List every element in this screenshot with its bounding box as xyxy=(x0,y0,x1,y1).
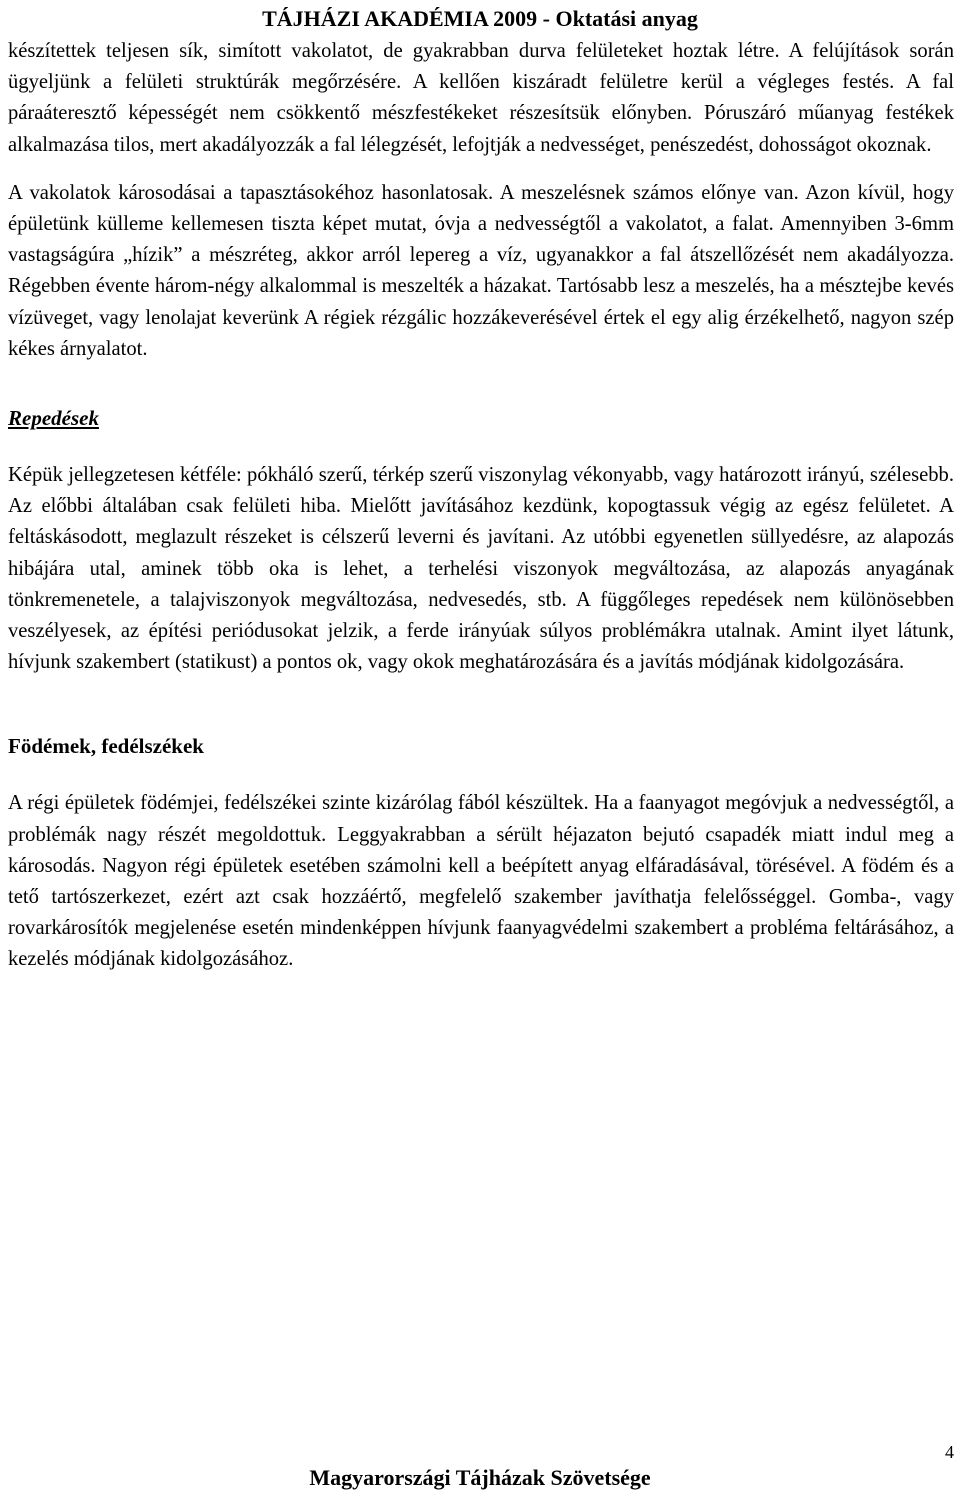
heading-floors-roof-frames: Födémek, fedélszékek xyxy=(8,734,204,759)
page-number: 4 xyxy=(945,1442,954,1462)
paragraph-whitewash: A vakolatok károsodásai a tapasztásokéhoz hasonlatosak. A meszelésnek számos előnye van. Azon kívül, hogy épületünk külleme kellemesen tiszta képet mutat, óvja a nedvességtől a vakolatot, a falat. Amennyiben 3-6mm vastagságúra „hízik” a mészréteg, akkor arról lepereg a víz, ugyanakkor a fal átszellőzését nem akadályozza. Régebben évente három-négy alkalommal is meszelték a házakat. Tartósabb lesz a meszelés, ha a mésztejbe kevés vízüveget, vagy lenolajat keverünk A régiek rézgálic hozzákeverésével értek el egy alig érzékelhető, nagyon szép kékes árnyalatot. xyxy=(8,181,954,360)
paragraph-plaster-finish: készítettek teljesen sík, simított vakolatot, de gyakrabban durva felületeket hoztak létre. A felújítások során ügyeljünk a felületi struktúrák megőrzésére. A kellően kiszáradt felületre kerül a végleges festés. A fal páraáteresztő képességét nem csökkentő mészfestékeket részesítsük előnyben. Póruszáró műanyag festékek alkalmazása tilos, mert akadályozzák a fal lélegzését, lefojtják a nedvességet, penészedést, dohosságot okoznak. xyxy=(8,40,954,156)
page-header: TÁJHÁZI AKADÉMIA 2009 - Oktatási anyag xyxy=(262,6,698,31)
document-body xyxy=(8,36,954,976)
paragraph-cracks: Képük jellegzetesen kétféle: pókháló szerű, térkép szerű viszonylag vékonyabb, vagy határozott irányú, szélesebb. Az előbbi általában csak felületi hiba. Mielőtt javításához kezdünk, kopogtassuk végig az egész felületet. A feltáskásodott, meglazult részeket is célszerű leverni és javítani. Az utóbbi egyenetlen süllyedésre, az alapozás hibájára utal, aminek több oka is lehet, a terhelési viszonyok megváltozása, az alapozás anyagának tönkremenetele, a talajviszonyok megváltozása, nedvesedés, stb. A függőleges repedések nem különösebben veszélyesek, az építési periódusokat jelzik, a ferde irányúak súlyos problémákra utalnak. Amint ilyet látunk, hívjunk szakembert (statikust) a pontos ok, vagy okok meghatározására és a javítás módjának kidolgozására. xyxy=(8,464,954,674)
page-footer: Magyarországi Tájházak Szövetsége xyxy=(309,1465,651,1490)
heading-cracks: Repedések xyxy=(8,406,99,431)
paragraph-floors-roof-frames: A régi épületek födémjei, fedélszékei szinte kizárólag fából készültek. Ha a faanyagot megóvjuk a nedvességtől, a problémák nagy részét megoldottuk. Leggyakrabban a sérült héjazaton bejutó csapadék miatt indul meg a károsodás. Nagyon régi épületek esetében számolni kell a beépített anyag elfáradásával, törésével. A födém és a tető tartószerkezet, ezért azt csak hozzáértő, megfelelő szakember javíthatja felelősséggel. Gomba-, vagy rovarkárosítók megjelenése esetén mindenképpen hívjunk faanyagvédelmi szakembert a probléma feltárásához, a kezelés módjának kidolgozásához. xyxy=(8,792,954,971)
